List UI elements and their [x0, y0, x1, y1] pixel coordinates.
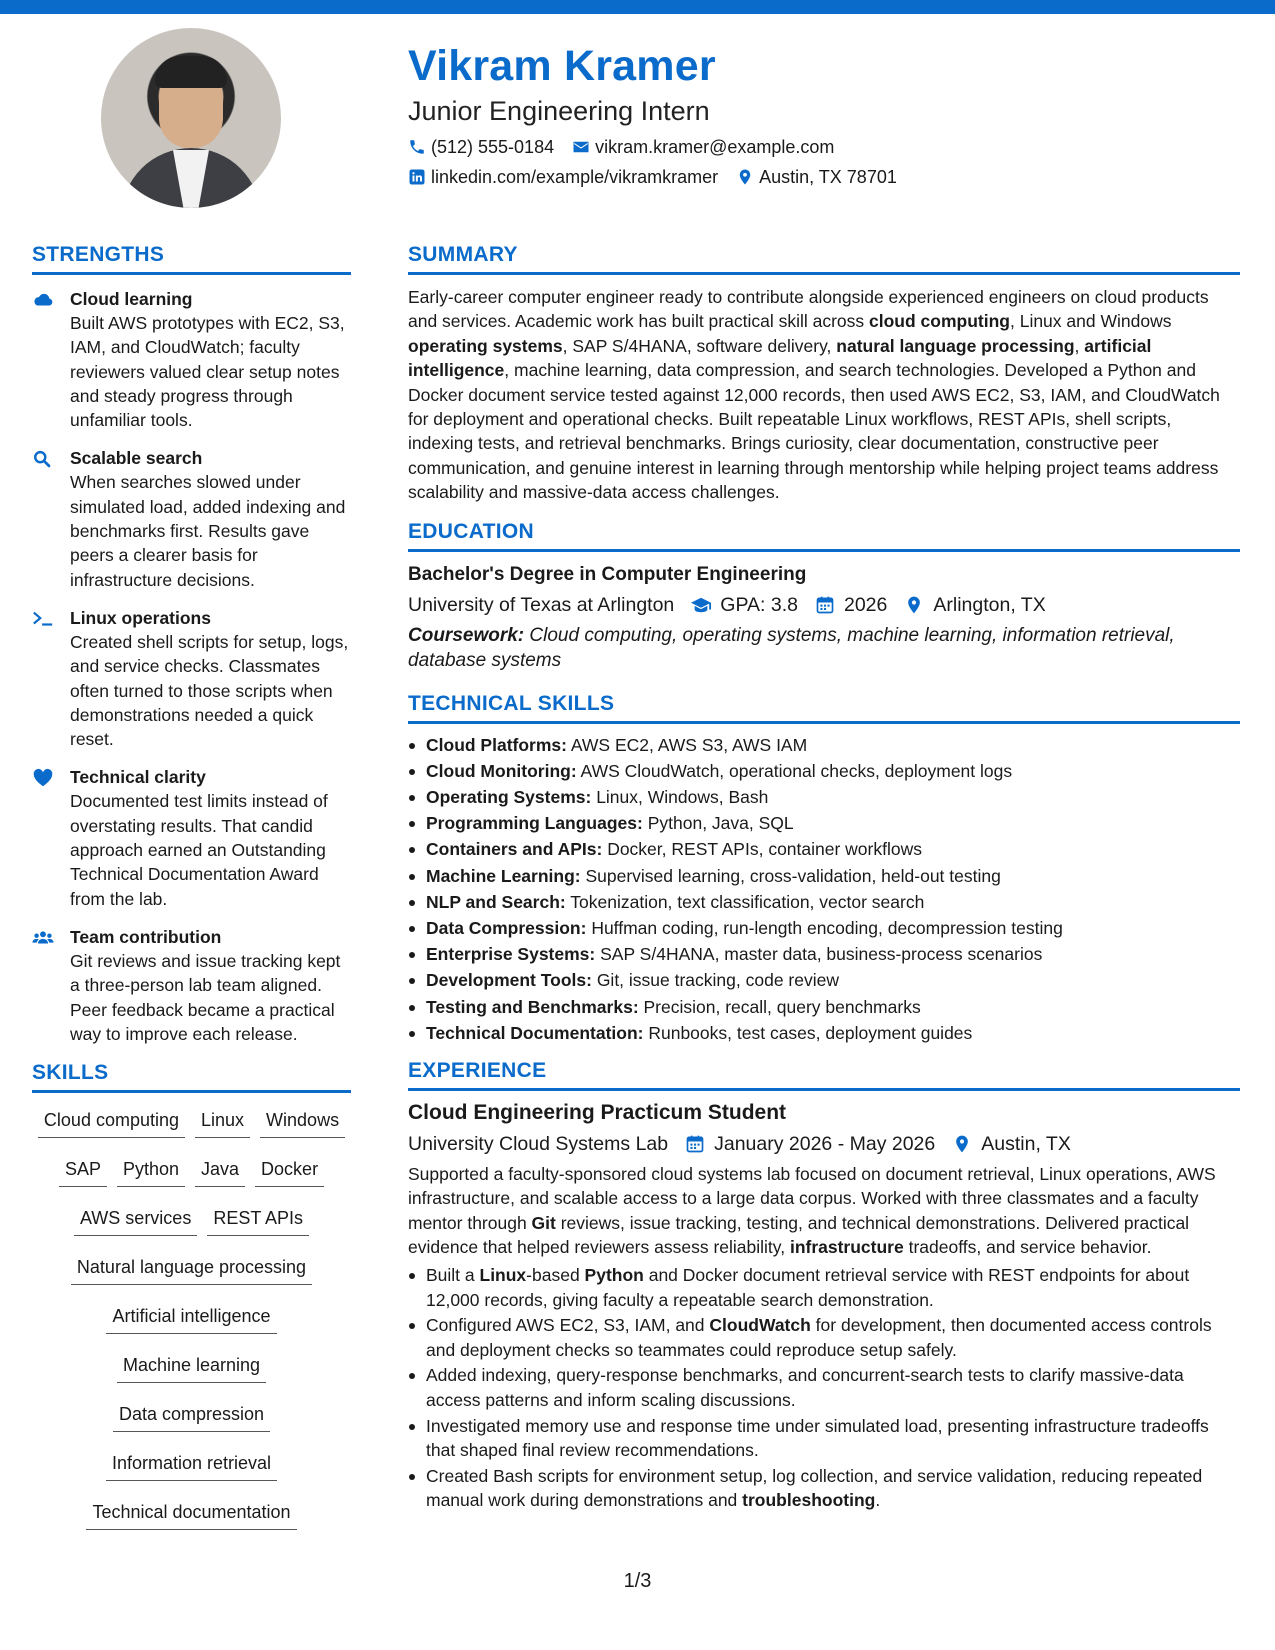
strength-item: [32, 606, 351, 751]
users-icon: [32, 925, 70, 1046]
text-run: Added indexing, query-response benchmarks, and concurrent-search tests to clarify massive-data access patterns and inform scaling discussions.: [426, 1365, 1184, 1410]
bold-phrase: Git: [531, 1212, 556, 1233]
strength-description: Built AWS prototypes with EC2, S3, IAM, and CloudWatch; faculty reviewers valued clear setup notes and steady progress through unfamiliar tools.: [70, 313, 345, 431]
strength-item: [32, 446, 351, 591]
skill-category: Data Compression:: [426, 918, 587, 939]
job-title: Cloud Engineering Practicum Student: [408, 1101, 787, 1125]
skill-tag: Natural language processing: [71, 1252, 312, 1285]
job-dates-text: January 2026 - May 2026: [714, 1133, 936, 1156]
skill-category: Development Tools:: [426, 970, 592, 991]
cloud-icon: [32, 287, 70, 432]
skill-values: AWS CloudWatch, operational checks, deployment logs: [576, 760, 1013, 781]
skills-tag-row: [32, 1350, 351, 1399]
bold-phrase: operating systems: [408, 335, 563, 356]
skill-values: Docker, REST APIs, container workflows: [602, 839, 922, 860]
edu-location-text: Arlington, TX: [933, 593, 1046, 616]
skill-values: Python, Java, SQL: [642, 813, 794, 834]
resume-header: [408, 40, 1248, 190]
job-meta: [408, 1130, 1240, 1158]
skill-tag: Machine learning: [117, 1350, 266, 1383]
job-location-text: Austin, TX: [981, 1133, 1071, 1156]
bold-phrase: Python: [584, 1265, 644, 1286]
skill-tag: AWS services: [74, 1203, 197, 1236]
skills-tag-row: [32, 1203, 351, 1252]
experience-bullet: [408, 1263, 1240, 1312]
skill-tag: Cloud computing: [38, 1105, 185, 1138]
skills-tag-row: [32, 1448, 351, 1497]
skill-category: Operating Systems:: [426, 787, 592, 808]
skill-values: Git, issue tracking, code review: [591, 970, 839, 991]
degree-title: Bachelor's Degree in Computer Engineering: [408, 563, 807, 585]
skill-category: Containers and APIs:: [426, 839, 603, 860]
strength-item: [32, 925, 351, 1046]
strength-title: Cloud learning: [70, 289, 193, 309]
technical-skills-heading: TECHNICAL SKILLS: [408, 691, 1240, 724]
experience-description: [408, 1162, 1240, 1259]
contact-row-2: [408, 164, 1248, 190]
education-meta: [408, 591, 1240, 619]
map-pin-icon: [903, 595, 925, 615]
terminal-icon: [32, 606, 70, 751]
technical-skill-item: [408, 941, 1240, 967]
year-item: [814, 591, 887, 619]
profile-photo: [101, 28, 281, 208]
skill-category: Cloud Platforms:: [426, 734, 567, 755]
technical-skill-item: [408, 784, 1240, 810]
text-run: and Docker document retrieval service with REST endpoints for about 12,000 records, giving faculty a repeatable search demonstration.: [426, 1265, 1190, 1310]
year-text: 2026: [843, 593, 888, 616]
text-run: , Linux and Windows: [1009, 311, 1172, 332]
skill-values: Runbooks, test cases, deployment guides: [643, 1022, 973, 1043]
linkedin-icon: [408, 168, 426, 186]
envelope-icon: [572, 138, 590, 156]
skill-tag: Artificial intelligence: [106, 1301, 276, 1334]
skill-category: NLP and Search:: [426, 891, 566, 912]
coursework-label: Coursework:: [408, 624, 525, 646]
technical-skill-item: [408, 994, 1240, 1020]
technical-skill-item: [408, 863, 1240, 889]
strength-item: [32, 765, 351, 910]
strength-title: Linux operations: [70, 607, 211, 628]
coursework: [408, 623, 1240, 673]
skill-category: Cloud Monitoring:: [426, 760, 577, 781]
strengths-heading: STRENGTHS: [32, 242, 351, 275]
technical-skill-item: [408, 967, 1240, 993]
email-text[interactable]: vikram.kramer@example.com: [595, 137, 835, 157]
strength-description: Created shell scripts for setup, logs, and service checks. Classmates often turned to those scripts when demonstrations needed a quick reset.: [70, 631, 349, 750]
text-run: Supported a faculty-sponsored cloud systems lab focused on document retrieval, Linux operations, AWS infrastructure, and scalable access to a large data corpus. Worked with three classmates and a faculty mentor through: [408, 1164, 1216, 1233]
skill-values: Linux, Windows, Bash: [591, 787, 769, 808]
strength-title: Team contribution: [70, 926, 222, 947]
text-run: .: [875, 1489, 881, 1510]
text-run: -based: [526, 1265, 585, 1286]
skill-values: Precision, recall, query benchmarks: [638, 996, 921, 1017]
skill-tag: Python: [117, 1154, 185, 1187]
skill-category: Enterprise Systems:: [426, 944, 596, 965]
technical-skill-item: [408, 889, 1240, 915]
skill-values: Huffman coding, run-length encoding, decompression testing: [586, 918, 1063, 939]
skill-tag: Java: [195, 1154, 245, 1187]
calendar-icon: [684, 1134, 706, 1154]
summary-text: [408, 285, 1240, 505]
graduation-cap-icon: [690, 595, 712, 615]
school-name: University of Texas at Arlington: [408, 593, 675, 616]
skill-tag: Linux: [195, 1105, 250, 1138]
skills-tag-row: [32, 1301, 351, 1350]
phone-contact: [408, 134, 554, 160]
location-contact: [736, 164, 897, 190]
skills-tag-row: [32, 1399, 351, 1448]
linkedin-contact[interactable]: [408, 164, 718, 190]
email-contact[interactable]: [572, 134, 834, 160]
strength-description: Git reviews and issue tracking kept a three-person lab team aligned. Peer feedback became a practical way to improve each release.: [70, 950, 341, 1044]
skill-values: AWS EC2, AWS S3, AWS IAM: [566, 734, 808, 755]
technical-skill-item: [408, 1020, 1240, 1046]
skill-category: Testing and Benchmarks:: [426, 996, 639, 1017]
bold-phrase: artificial intelligence: [408, 335, 1152, 381]
text-run: , machine learning, data compression, and search technologies. Developed a Python and Docker document service tested against 12,000 records, then used AWS EC2, S3, IAM, and CloudWatch for deployment and operational checks. Built repeatable Linux workflows, REST APIs, shell scripts, indexing tests, and retrieval benchmarks. Brings curiosity, clear documentation, constructive peer communication, and genuine interest in learning through mentorship while helping project teams address scalability and massive-data access challenges.: [408, 360, 1220, 503]
strength-body: [70, 606, 351, 751]
skill-category: Machine Learning:: [426, 865, 581, 886]
strength-item: [32, 287, 351, 432]
skill-tag: Windows: [260, 1105, 345, 1138]
strength-description: Documented test limits instead of overstating results. That candid approach earned an Outstanding Technical Documentation Award from the lab.: [70, 791, 328, 909]
skill-tag: Docker: [255, 1154, 324, 1187]
heart-icon: [32, 765, 70, 910]
skill-tag: REST APIs: [207, 1203, 309, 1236]
strength-body: [70, 925, 351, 1046]
technical-skill-item: [408, 836, 1240, 862]
skill-values: Supervised learning, cross-validation, held-out testing: [580, 865, 1001, 886]
text-run: Investigated memory use and response time under simulated load, presenting infrastructure tradeoffs that shaped final review recommendations.: [426, 1415, 1209, 1460]
experience-heading: EXPERIENCE: [408, 1058, 1240, 1091]
contact-row-1: [408, 134, 1248, 160]
strengths-list: [32, 287, 351, 1046]
strength-body: [70, 446, 351, 591]
right-column: [408, 242, 1240, 1514]
technical-skill-item: [408, 915, 1240, 941]
experience-bullets: [408, 1263, 1240, 1512]
technical-skills-list: [408, 732, 1240, 1046]
coursework-text: Cloud computing, operating systems, machine learning, information retrieval, database systems: [408, 624, 1175, 671]
experience-bullet: [408, 1414, 1240, 1463]
top-accent-bar: [0, 0, 1275, 14]
technical-skill-item: [408, 732, 1240, 758]
gpa-text: GPA: 3.8: [720, 593, 798, 616]
strength-body: [70, 287, 351, 432]
candidate-role: Junior Engineering Intern: [408, 96, 710, 126]
bold-phrase: Linux: [479, 1265, 527, 1286]
phone-icon: [408, 138, 426, 156]
skills-heading: SKILLS: [32, 1060, 351, 1093]
technical-skill-item: [408, 810, 1240, 836]
experience-bullet: [408, 1464, 1240, 1513]
location-text: Austin, TX 78701: [759, 167, 897, 187]
skill-tag: SAP: [59, 1154, 107, 1187]
skills-tag-row: [32, 1105, 351, 1154]
candidate-name: Vikram Kramer: [408, 42, 716, 90]
skill-values: Tokenization, text classification, vector search: [565, 891, 925, 912]
technical-skill-item: [408, 758, 1240, 784]
education-heading: EDUCATION: [408, 519, 1240, 552]
text-run: Built a: [426, 1265, 480, 1286]
experience-bullet: [408, 1313, 1240, 1362]
job-location-item: [951, 1130, 1071, 1158]
job-dates-item: [684, 1130, 935, 1158]
skill-values: SAP S/4HANA, master data, business-process scenarios: [595, 944, 1043, 965]
phone-text: (512) 555-0184: [431, 137, 555, 157]
gpa-item: [690, 591, 798, 619]
edu-location-item: [903, 591, 1045, 619]
calendar-icon: [814, 595, 836, 615]
skills-tags: [32, 1105, 351, 1546]
bold-phrase: natural language processing: [836, 335, 1075, 356]
skills-tag-row: [32, 1252, 351, 1301]
bold-phrase: troubleshooting: [742, 1489, 876, 1510]
search-icon: [32, 446, 70, 591]
skill-tag: Information retrieval: [106, 1448, 277, 1481]
skill-category: Programming Languages:: [426, 813, 643, 834]
bold-phrase: cloud computing: [869, 311, 1010, 332]
left-column: [32, 242, 351, 1546]
strength-title: Technical clarity: [70, 767, 206, 788]
bold-phrase: infrastructure: [789, 1236, 904, 1257]
text-run: Configured AWS EC2, S3, IAM, and: [426, 1315, 710, 1336]
strength-title: Scalable search: [70, 448, 203, 469]
skills-tag-row: [32, 1497, 351, 1546]
map-pin-icon: [951, 1134, 973, 1154]
skills-tag-row: [32, 1154, 351, 1203]
org-name: University Cloud Systems Lab: [408, 1133, 669, 1156]
skill-category: Technical Documentation:: [426, 1022, 644, 1043]
text-run: Early-career computer engineer ready to contribute alongside experienced engineers on cloud products and services. Academic work has built practical skill across: [408, 287, 1209, 332]
linkedin-text[interactable]: linkedin.com/example/vikramkramer: [431, 167, 719, 187]
text-run: Created Bash scripts for environment setup, log collection, and service validation, reducing repeated manual work during demonstrations and: [426, 1465, 1203, 1510]
text-run: tradeoffs, and service behavior.: [903, 1236, 1152, 1257]
text-run: reviews, issue tracking, testing, and technical demonstrations. Delivered practical evidence that helped reviewers assess reliability,: [408, 1212, 1190, 1257]
map-pin-icon: [736, 168, 754, 186]
experience-bullet: [408, 1363, 1240, 1412]
skill-tag: Technical documentation: [86, 1497, 296, 1530]
page-number: 1/3: [623, 1570, 652, 1592]
summary-heading: SUMMARY: [408, 242, 1240, 275]
text-run: , SAP S/4HANA, software delivery,: [562, 335, 837, 356]
text-run: ,: [1074, 335, 1085, 356]
strength-description: When searches slowed under simulated load, added indexing and benchmarks first. Results gave peers a clearer basis for infrastructure decisions.: [70, 472, 346, 590]
strength-body: [70, 765, 351, 910]
text-run: for development, then documented access controls and deployment checks so teammates could reproduce setup safely.: [426, 1315, 1212, 1360]
skill-tag: Data compression: [113, 1399, 270, 1432]
bold-phrase: CloudWatch: [709, 1315, 811, 1336]
